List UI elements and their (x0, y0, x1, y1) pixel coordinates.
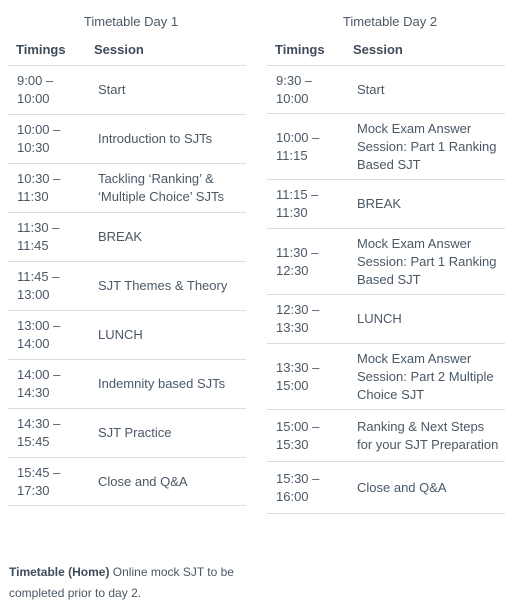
row-timing: 12:30 – 13:30 (267, 295, 345, 344)
row-timing: 14:30 – 15:45 (8, 409, 86, 458)
home-timetable-note (9, 562, 259, 604)
table-row (8, 66, 246, 115)
note-text: Online mock SJT to be completed prior to day 2. (9, 565, 234, 600)
row-session: Mock Exam Answer Session: Part 1 Ranking Based SJT (345, 229, 505, 295)
row-session: Start (345, 66, 505, 114)
row-session: Indemnity based SJTs (86, 360, 246, 409)
timetable-title: Timetable Day 2 (342, 14, 438, 29)
table-row (8, 213, 246, 262)
table-row (267, 462, 505, 514)
row-session: Ranking & Next Steps for your SJT Preparation (345, 410, 505, 462)
row-session: Mock Exam Answer Session: Part 2 Multiple Choice SJT (345, 344, 505, 410)
table-row (267, 229, 505, 295)
row-session: LUNCH (345, 295, 505, 344)
row-timing: 10:00 – 11:15 (267, 114, 345, 180)
col-header-timings: Timings (267, 42, 345, 66)
note-label: Timetable (Home) (9, 565, 110, 579)
table-row (8, 115, 246, 164)
table-row (8, 360, 246, 409)
row-timing: 13:00 – 14:00 (8, 311, 86, 360)
row-timing: 14:00 – 14:30 (8, 360, 86, 409)
row-session: Introduction to SJTs (86, 115, 246, 164)
timetable-day-1 (8, 0, 246, 506)
row-session: BREAK (86, 213, 246, 262)
row-session: SJT Themes & Theory (86, 262, 246, 311)
col-header-timings: Timings (8, 42, 86, 66)
table-row (8, 409, 246, 458)
row-timing: 15:45 – 17:30 (8, 458, 86, 506)
table-row (267, 344, 505, 410)
table-row (267, 66, 505, 114)
timetable-day-2 (267, 0, 505, 514)
header-row (267, 42, 505, 66)
table-row (267, 180, 505, 229)
row-session: Tackling ‘Ranking’ & ‘Multiple Choice’ SJTs (86, 164, 246, 213)
row-session: BREAK (345, 180, 505, 229)
row-timing: 13:30 – 15:00 (267, 344, 345, 410)
row-timing: 11:30 – 12:30 (267, 229, 345, 295)
row-timing: 10:00 – 10:30 (8, 115, 86, 164)
timetable-table (267, 42, 505, 514)
table-row (8, 311, 246, 360)
row-timing: 15:00 – 15:30 (267, 410, 345, 462)
table-row (8, 164, 246, 213)
row-session: SJT Practice (86, 409, 246, 458)
row-timing: 10:30 – 11:30 (8, 164, 86, 213)
table-row (267, 410, 505, 462)
table-row (8, 458, 246, 506)
col-header-session: Session (86, 42, 246, 66)
timetable-body (8, 66, 246, 506)
table-row (267, 295, 505, 344)
row-session: Close and Q&A (345, 462, 505, 514)
row-timing: 9:00 – 10:00 (8, 66, 86, 115)
timetable-body (267, 66, 505, 514)
col-header-session: Session (345, 42, 505, 66)
row-timing: 15:30 – 16:00 (267, 462, 345, 514)
timetable-table (8, 42, 246, 506)
row-timing: 9:30 – 10:00 (267, 66, 345, 114)
row-session: Start (86, 66, 246, 115)
row-session: Close and Q&A (86, 458, 246, 506)
row-session: Mock Exam Answer Session: Part 1 Ranking Based SJT (345, 114, 505, 180)
row-session: LUNCH (86, 311, 246, 360)
timetable-title: Timetable Day 1 (83, 14, 179, 29)
table-row (8, 262, 246, 311)
header-row (8, 42, 246, 66)
row-timing: 11:15 – 11:30 (267, 180, 345, 229)
row-timing: 11:30 – 11:45 (8, 213, 86, 262)
row-timing: 11:45 – 13:00 (8, 262, 86, 311)
table-row (267, 114, 505, 180)
